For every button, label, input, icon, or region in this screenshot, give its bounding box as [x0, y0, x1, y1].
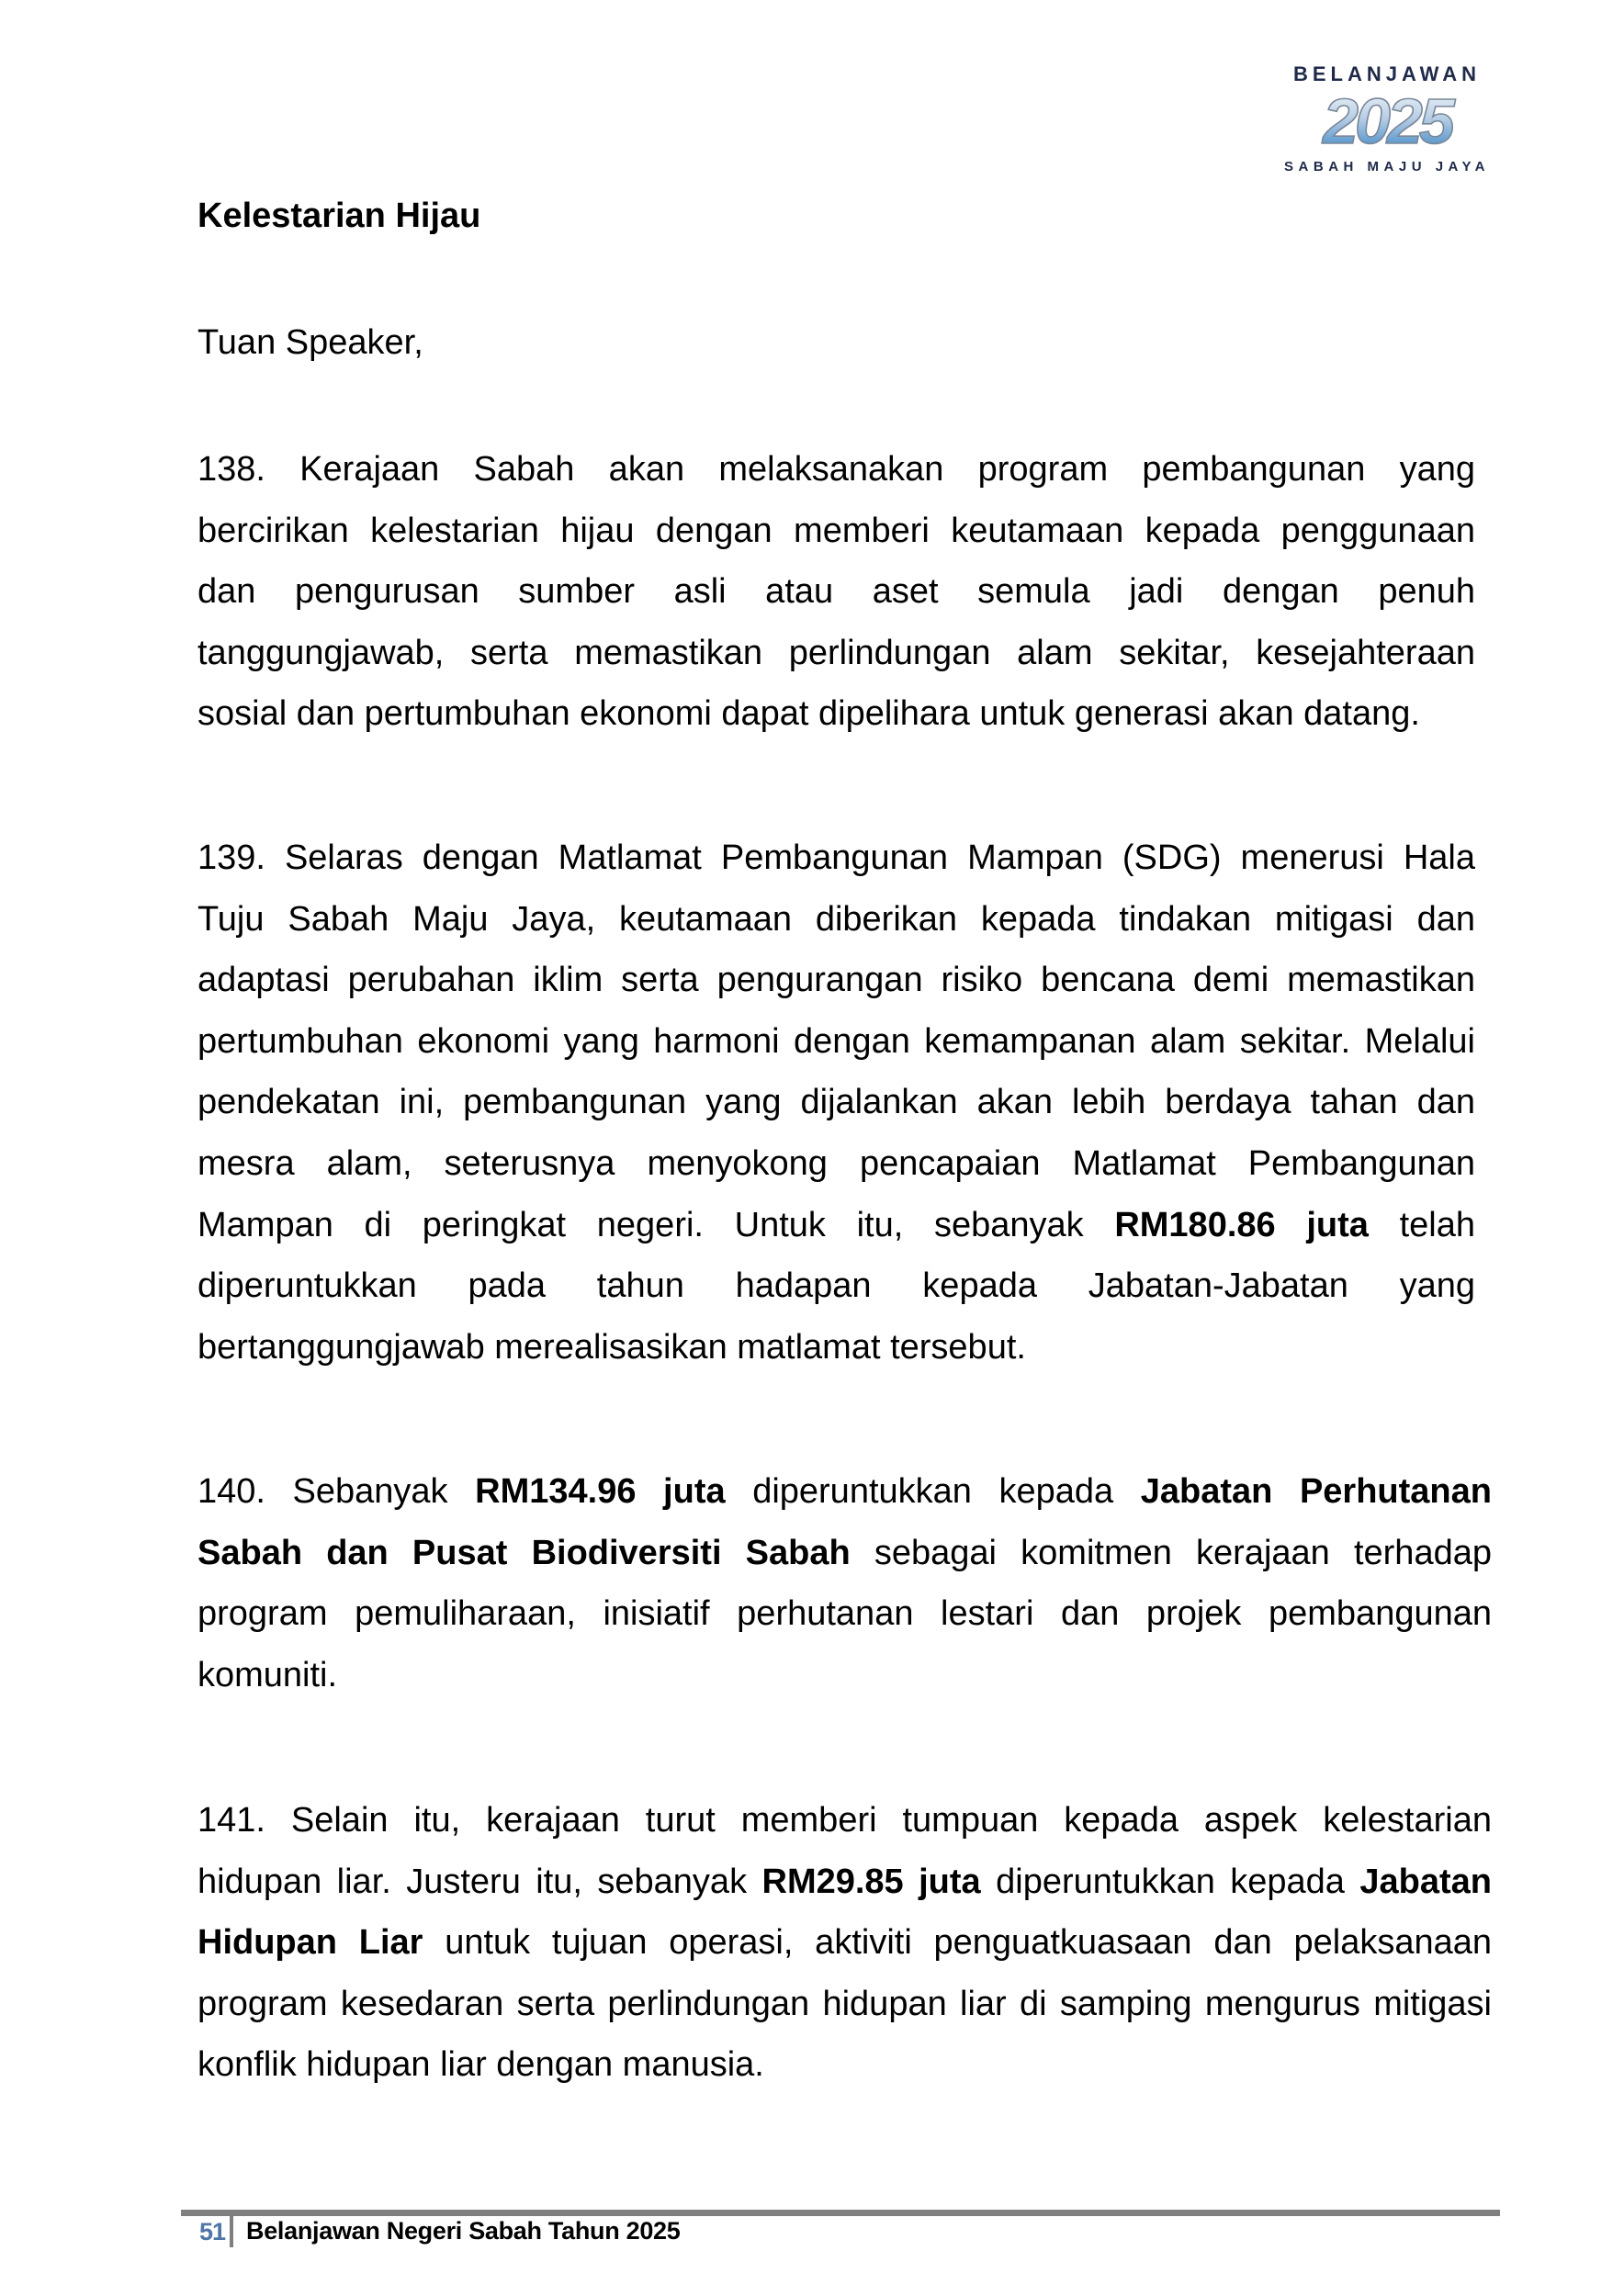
logo-top-text: BELANJAWAN: [1292, 62, 1482, 85]
text-run: mesra alam, seterusnya menyokong pencapaian Matlamat Pembangunan: [197, 1143, 1475, 1183]
bold-text: RM180.86 juta: [1114, 1205, 1369, 1244]
paragraph-140: [197, 1461, 1492, 1705]
text-run: hidupan liar. Justeru itu, sebanyak: [197, 1862, 762, 1901]
bold-text: RM134.96 juta: [475, 1472, 726, 1511]
paragraph-line: [197, 827, 1475, 889]
paragraph-line: [197, 1523, 1492, 1584]
paragraph-line: [197, 1912, 1492, 1974]
budget-2025-logo: [1263, 57, 1511, 181]
text-run: 139. Selaras dengan Matlamat Pembangunan Mampan (SDG) menerusi Hala: [197, 838, 1475, 877]
paragraph-138: [197, 439, 1475, 745]
text-run: program kesedaran serta perlindungan hidupan liar di samping mengurus mitigasi: [197, 1984, 1492, 2023]
text-run: diperuntukkan kepada: [980, 1862, 1360, 1901]
page-number: 51: [199, 2218, 226, 2245]
bold-text: Jabatan Perhutanan: [1140, 1472, 1492, 1511]
paragraph-line: [197, 1255, 1475, 1317]
paragraph-line: [197, 1072, 1475, 1133]
text-run: diperuntukkan pada tahun hadapan kepada Jabatan-Jabatan yang: [197, 1266, 1475, 1306]
text-run: dan pengurusan sumber asli atau aset semula jadi dengan penuh: [197, 572, 1475, 612]
logo-graphic: [1263, 57, 1511, 181]
paragraph-line: [197, 501, 1475, 562]
paragraph-line: [197, 1317, 1475, 1379]
paragraph-line: [197, 561, 1475, 623]
logo-bottom-text: SABAH MAJU JAYA: [1284, 159, 1490, 174]
section-heading: Kelestarian Hijau: [197, 197, 481, 235]
paragraph-line: [197, 1645, 1492, 1706]
text-run: sebagai komitmen kerajaan terhadap: [850, 1533, 1492, 1572]
paragraph-139: [197, 827, 1475, 1378]
text-run: bercirikan kelestarian hijau dengan memberi keutamaan kepada penggunaan: [197, 511, 1475, 550]
text-run: pertumbuhan ekonomi yang harmoni dengan kemampanan alam sekitar. Melalui: [197, 1021, 1475, 1061]
paragraph-line: [197, 2034, 1492, 2096]
text-run: untuk tujuan operasi, aktiviti penguatkuasaan dan pelaksanaan: [423, 1923, 1492, 1963]
text-run: 138. Kerajaan Sabah akan melaksanakan program pembangunan yang: [197, 450, 1475, 489]
bold-text: RM29.85 juta: [761, 1862, 981, 1901]
paragraph-line: [197, 1851, 1492, 1913]
text-run: 141. Selain itu, kerajaan turut memberi tumpuan kepada aspek kelestarian: [197, 1801, 1492, 1840]
salutation: Tuan Speaker,: [197, 323, 423, 362]
paragraph-line: [197, 1195, 1475, 1256]
bold-text: Jabatan: [1359, 1862, 1492, 1901]
text-run: tanggungjawab, serta memastikan perlindungan alam sekitar, kesejahteraan: [197, 633, 1475, 672]
text-run: komuniti.: [197, 1655, 338, 1694]
text-run: diperuntukkan kepada: [725, 1472, 1141, 1511]
footer-divider: [230, 2213, 233, 2247]
bold-text: Hidupan Liar: [197, 1923, 423, 1963]
text-run: sosial dan pertumbuhan ekonomi dapat dipelihara untuk generasi akan datang.: [197, 694, 1420, 734]
text-run: program pemuliharaan, inisiatif perhutanan lestari dan projek pembangunan: [197, 1594, 1492, 1634]
logo-year: 2025: [1323, 85, 1451, 157]
paragraph-line: [197, 1974, 1492, 2035]
paragraph-line: [197, 439, 1475, 501]
paragraph-line: [197, 683, 1475, 745]
paragraph-line: [197, 889, 1475, 951]
paragraph-141: [197, 1790, 1492, 2096]
paragraph-line: [197, 950, 1475, 1011]
paragraph-line: [197, 1583, 1492, 1645]
bold-text: Sabah dan Pusat Biodiversiti Sabah: [197, 1533, 851, 1572]
text-run: bertanggungjawab merealisasikan matlamat tersebut.: [197, 1327, 1026, 1367]
paragraph-line: [197, 1790, 1492, 1851]
footer-title: Belanjawan Negeri Sabah Tahun 2025: [246, 2217, 681, 2245]
paragraph-line: [197, 1461, 1492, 1523]
paragraph-line: [197, 1011, 1475, 1073]
text-run: pendekatan ini, pembangunan yang dijalankan akan lebih berdaya tahan dan: [197, 1083, 1475, 1122]
text-run: telah: [1368, 1205, 1475, 1244]
text-run: adaptasi perubahan iklim serta pengurangan risiko bencana demi memastikan: [197, 961, 1475, 1000]
footer-rule: [181, 2210, 1500, 2216]
text-run: konflik hidupan liar dengan manusia.: [197, 2045, 764, 2085]
text-run: Tuju Sabah Maju Jaya, keutamaan diberikan kepada tindakan mitigasi dan: [197, 899, 1475, 939]
text-run: Mampan di peringkat negeri. Untuk itu, sebanyak: [197, 1205, 1115, 1244]
paragraph-line: [197, 623, 1475, 684]
text-run: 140. Sebanyak: [197, 1472, 476, 1511]
paragraph-line: [197, 1133, 1475, 1195]
